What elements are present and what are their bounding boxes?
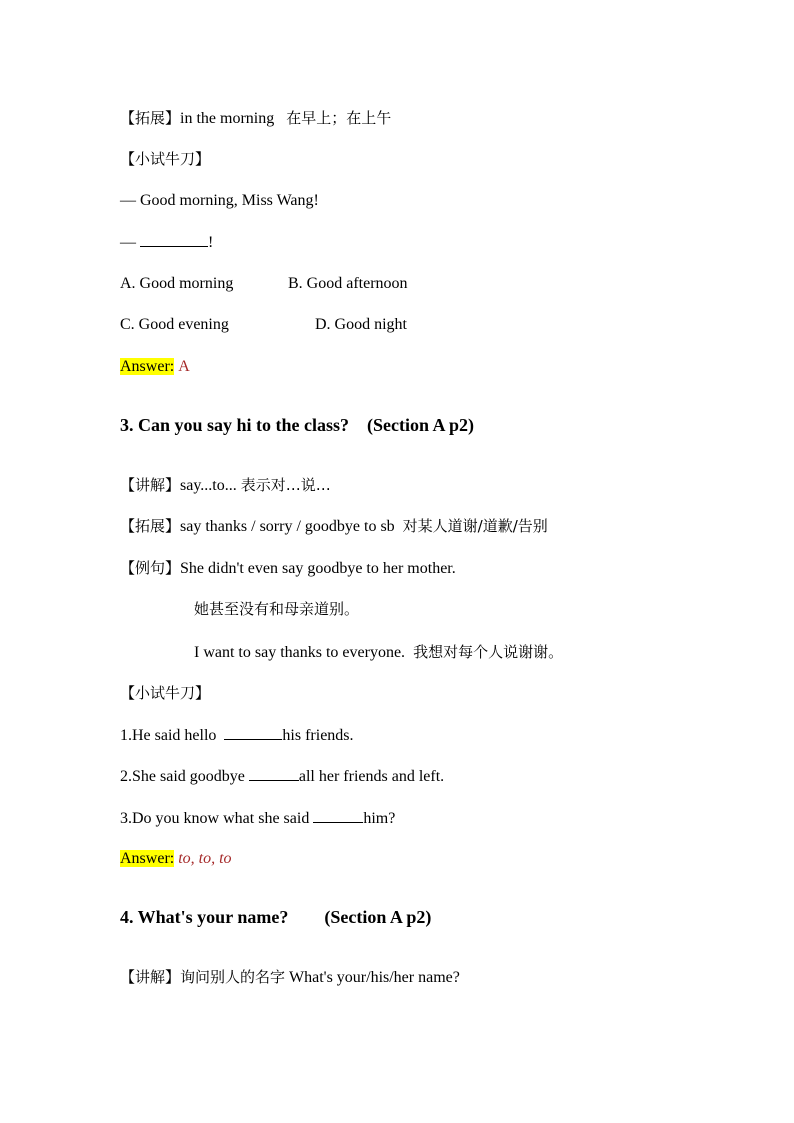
answer-value: A (178, 358, 190, 375)
exercise-3 (120, 808, 395, 829)
exercise-1-post: his friends. (282, 727, 354, 744)
exercise-3-pre: 3.Do you know what she said (120, 810, 310, 827)
option-a: A. Good morning (120, 275, 234, 292)
tuozhan-text: in the morning (180, 110, 275, 127)
exercise-2-blank (249, 766, 299, 781)
section-3-heading (120, 415, 474, 435)
liju-en-1: She didn't even say goodbye to her mother. (180, 560, 456, 577)
dialog-line-1: — Good morning, Miss Wang! (120, 192, 319, 209)
jiangjie-text: What's your/his/her name? (289, 969, 460, 986)
answer-label: Answer: (120, 358, 175, 375)
tuozhan-bracket: 【拓展】 (120, 517, 181, 535)
exercise-1 (120, 725, 354, 746)
section-3-xiaoshi-label: 【小试牛刀】 (120, 684, 211, 702)
section-4-title: 4. What's your name? (120, 907, 289, 927)
section-4-jiangjie (120, 967, 460, 988)
jiangjie-bracket: 【讲解】 (120, 968, 181, 986)
exercise-2 (120, 766, 444, 787)
jiangjie-text: say...to... (180, 477, 237, 494)
exercise-3-post: him? (363, 810, 396, 827)
liju-line-2 (194, 642, 563, 663)
answer-line-2 (120, 849, 232, 869)
dialog-line-2-suffix: ! (208, 234, 214, 251)
answer-blank (140, 232, 208, 247)
tuozhan-cn: 在早上；在上午 (286, 109, 392, 127)
options-row-2 (120, 315, 520, 335)
dialog-line-2-prefix: — (120, 234, 140, 251)
exercise-1-pre: 1.He said hello (120, 727, 217, 744)
answer-label: Answer: (120, 850, 175, 867)
option-b: B. Good afternoon (288, 275, 408, 292)
jiangjie-bracket: 【讲解】 (120, 476, 181, 494)
section-3-liju (120, 558, 456, 579)
tuozhan-line (120, 108, 391, 129)
tuozhan-cn: 对某人道谢/道歉/告别 (402, 517, 548, 535)
answer-line-1 (120, 357, 190, 377)
section-3-title: 3. Can you say hi to the class? (120, 415, 350, 435)
liju-bracket: 【例句】 (120, 559, 181, 577)
tuozhan-text: say thanks / sorry / goodbye to sb (180, 518, 395, 535)
exercise-2-pre: 2.She said goodbye (120, 768, 245, 785)
jiangjie-cn: 询问别人的名字 (180, 968, 286, 986)
tuozhan-bracket: 【拓展】 (120, 109, 181, 127)
liju-en-2: I want to say thanks to everyone. (194, 644, 406, 661)
liju-cn-1: 她甚至没有和母亲道别。 (194, 600, 360, 618)
liju-cn-2: 我想对每个人说谢谢。 (413, 643, 564, 661)
section-4-heading (120, 907, 431, 927)
xiaoshi-label: 【小试牛刀】 (120, 150, 211, 168)
jiangjie-cn: 表示对…说… (240, 476, 331, 494)
exercise-3-blank (313, 808, 363, 823)
option-c: C. Good evening (120, 316, 229, 333)
exercise-2-post: all her friends and left. (298, 768, 445, 785)
exercise-1-blank (224, 725, 282, 740)
dialog-line-2 (120, 232, 213, 253)
option-d: D. Good night (315, 316, 407, 333)
options-row-1 (120, 274, 520, 294)
section-3-jiangjie (120, 475, 331, 496)
answer-value: to, to, to (178, 850, 232, 867)
section-3-ref: (Section A p2) (367, 415, 475, 435)
section-3-tuozhan (120, 516, 548, 537)
section-4-ref: (Section A p2) (324, 907, 432, 927)
